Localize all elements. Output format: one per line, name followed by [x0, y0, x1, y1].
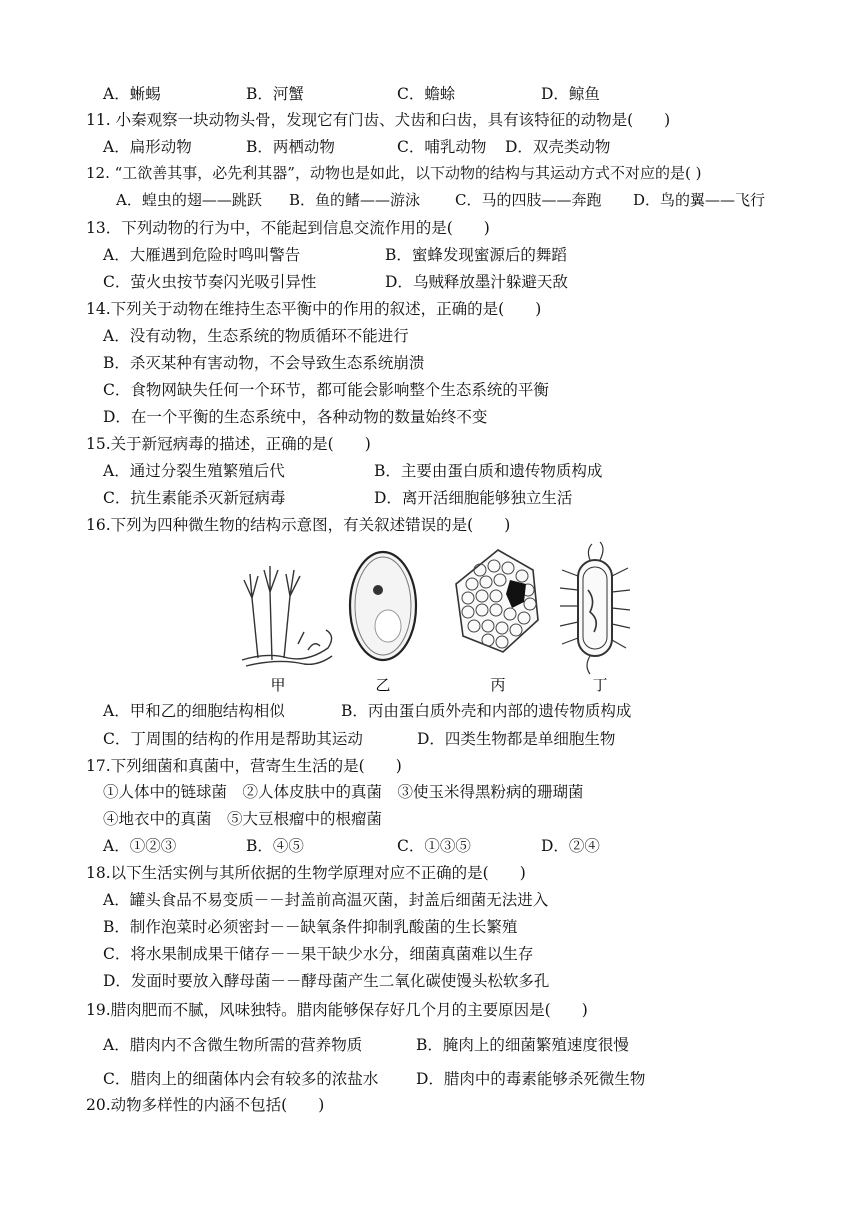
q16-option-c: C．丁周围的结构的作用是帮助其运动 [103, 730, 363, 748]
q17-option-a: A．①②③ [103, 837, 177, 855]
q11-option-a: A．扁形动物 [103, 138, 192, 156]
label-yi: 乙 [375, 676, 391, 694]
mold-illustration [242, 566, 332, 666]
q12-option-c: C．马的四肢——奔跑 [455, 191, 602, 209]
q18-option-b: B．制作泡菜时必须密封－－缺氧条件抑制乳酸菌的生长繁殖 [103, 918, 518, 936]
q14-stem: 14.下列关于动物在维持生态平衡中的作用的叙述，正确的是( ) [86, 300, 542, 318]
label-ding: 丁 [592, 676, 608, 694]
q18-option-c: C．将水果制成果干储存－－果干缺少水分，细菌真菌难以生存 [103, 945, 534, 963]
q19-stem: 19.腊肉肥而不腻，风味独特。腊肉能够保存好几个月的主要原因是( ) [86, 1001, 588, 1019]
q15-option-c: C．抗生素能杀灭新冠病毒 [103, 489, 286, 507]
virus-illustration [456, 550, 538, 652]
q17-option-c: C．①③⑤ [397, 837, 471, 855]
q12-stem: 12. “工欲善其事，必先利其器”，动物也是如此，以下动物的结构与其运动方式不对应的是( ) [86, 164, 702, 182]
q11-stem: 11. 小秦观察一块动物头骨，发现它有门齿、犬齿和臼齿，具有该特征的动物是( ) [86, 111, 671, 129]
q19-option-a: A．腊肉内不含微生物所需的营养物质 [103, 1036, 363, 1054]
q17-stem: 17.下列细菌和真菌中，营寄生生活的是( ) [86, 757, 402, 775]
microorganism-figure [228, 540, 658, 700]
q10-option-b: B．河蟹 [246, 85, 304, 103]
q16-option-a: A．甲和乙的细胞结构相似 [103, 702, 285, 720]
q13-stem: 13．下列动物的行为中，不能起到信息交流作用的是( ) [86, 219, 490, 237]
q10-option-a: A．蜥蜴 [103, 85, 161, 103]
q11-option-c: C．哺乳动物 [397, 138, 487, 156]
q12-option-b: B．鱼的鳍——游泳 [289, 191, 421, 209]
q16-option-b: B．丙由蛋白质外壳和内部的遗传物质构成 [341, 702, 632, 720]
q14-option-d: D．在一个平衡的生态系统中，各种动物的数量始终不变 [103, 408, 488, 426]
bacterium-illustration [560, 542, 630, 674]
label-bing: 丙 [490, 676, 506, 694]
q19-option-c: C．腊肉上的细菌体内会有较多的浓盐水 [103, 1070, 379, 1088]
q14-option-a: A．没有动物，生态系统的物质循环不能进行 [103, 327, 409, 345]
q17-option-b: B．④⑤ [246, 837, 304, 855]
q18-option-a: A．罐头食品不易变质－－封盖前高温灭菌，封盖后细菌无法进入 [103, 891, 549, 909]
q17-items-line2: ④地衣中的真菌 ⑤大豆根瘤中的根瘤菌 [103, 810, 383, 828]
q17-items-line1: ①人体中的链球菌 ②人体皮肤中的真菌 ③使玉米得黑粉病的珊瑚菌 [103, 783, 584, 801]
q10-option-c: C．蟾蜍 [397, 85, 456, 103]
q15-stem: 15.关于新冠病毒的描述，正确的是( ) [86, 435, 371, 453]
q13-option-b: B．蜜蜂发现蜜源后的舞蹈 [385, 246, 567, 264]
label-jia: 甲 [270, 676, 286, 694]
q14-option-b: B．杀灭某种有害动物，不会导致生态系统崩溃 [103, 354, 425, 372]
q15-option-a: A．通过分裂生殖繁殖后代 [103, 462, 285, 480]
q18-stem: 18.以下生活实例与其所依据的生物学原理对应不正确的是( ) [86, 864, 526, 882]
q19-option-b: B．腌肉上的细菌繁殖速度很慢 [416, 1036, 629, 1054]
q15-option-d: D．离开活细胞能够独立生活 [374, 489, 573, 507]
q20-stem: 20.动物多样性的内涵不包括( ) [86, 1096, 325, 1114]
q12-option-d: D．鸟的翼——飞行 [633, 191, 766, 209]
q13-option-c: C．萤火虫按节奏闪光吸引异性 [103, 273, 317, 291]
q13-option-d: D．乌贼释放墨汁躲避天敌 [385, 273, 568, 291]
q10-option-d: D．鲸鱼 [541, 85, 600, 103]
q11-option-d: D．双壳类动物 [505, 138, 611, 156]
q18-option-d: D．发面时要放入酵母菌－－酵母菌产生二氧化碳使馒头松软多孔 [103, 972, 550, 990]
q15-option-b: B．主要由蛋白质和遗传物质构成 [374, 462, 603, 480]
q16-stem: 16.下列为四种微生物的结构示意图，有关叙述错误的是( ) [86, 516, 511, 534]
q13-option-a: A．大雁遇到危险时鸣叫警告 [103, 246, 301, 264]
q14-option-c: C．食物网缺失任何一个环节，都可能会影响整个生态系统的平衡 [103, 381, 549, 399]
q19-option-d: D．腊肉中的毒素能够杀死微生物 [416, 1070, 646, 1088]
q17-option-d: D．②④ [541, 837, 600, 855]
q12-option-a: A．蝗虫的翅——跳跃 [116, 191, 262, 209]
q16-option-d: D．四类生物都是单细胞生物 [417, 730, 616, 748]
yeast-illustration [350, 552, 416, 660]
q11-option-b: B．两栖动物 [246, 138, 335, 156]
